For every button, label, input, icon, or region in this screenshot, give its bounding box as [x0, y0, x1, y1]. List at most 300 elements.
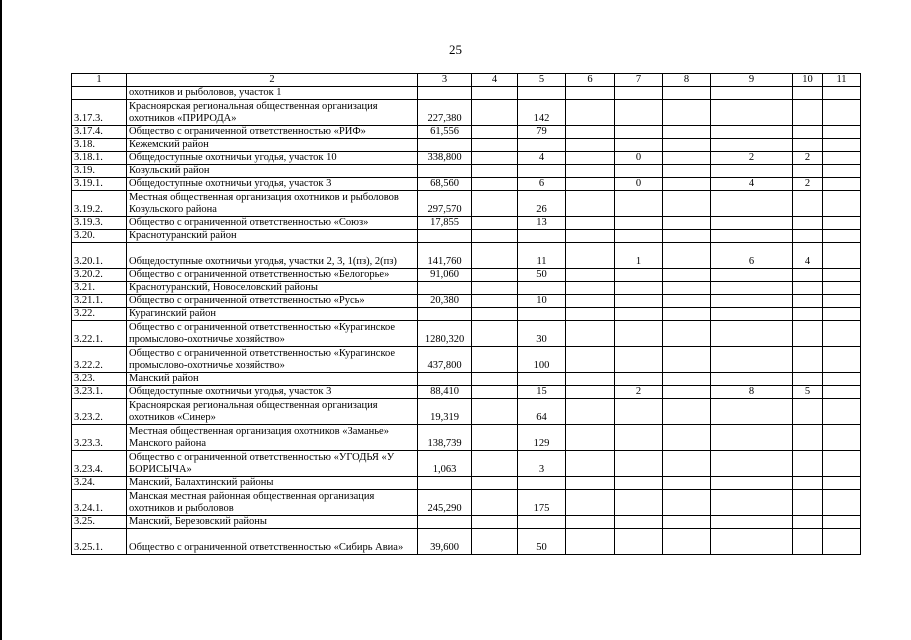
col-5-value: 11 — [518, 243, 566, 269]
row-name: Кежемский район — [127, 139, 418, 152]
col-5-value: 142 — [518, 100, 566, 126]
col-9-value — [711, 282, 793, 295]
row-name: Общедоступные охотничьи угодья, участок 3 — [127, 178, 418, 191]
col-4-value — [472, 178, 518, 191]
col-6-value — [566, 269, 615, 282]
col-5-value — [518, 373, 566, 386]
col-3-value: 1,063 — [418, 451, 472, 477]
table-row — [72, 321, 861, 347]
col-10-value — [793, 217, 823, 230]
col-10-value — [793, 477, 823, 490]
row-name: Краснотуранский, Новоселовский районы — [127, 282, 418, 295]
col-3-value: 338,800 — [418, 152, 472, 165]
col-10-value: 4 — [793, 243, 823, 269]
col-4-value — [472, 87, 518, 100]
col-7-value — [615, 100, 663, 126]
col-4-value — [472, 217, 518, 230]
col-3-value: 39,600 — [418, 529, 472, 555]
row-name: Общество с ограниченной ответственностью «УГОДЬЯ «У БОРИСЫЧА» — [127, 451, 418, 477]
col-5-value: 6 — [518, 178, 566, 191]
col-3-value — [418, 139, 472, 152]
col-4-value — [472, 399, 518, 425]
col-11-value — [823, 100, 861, 126]
col-4-value — [472, 516, 518, 529]
col-8-value — [663, 282, 711, 295]
col-4-value — [472, 386, 518, 399]
col-8-value — [663, 87, 711, 100]
row-number: 3.18. — [72, 139, 127, 152]
col-6-value — [566, 126, 615, 139]
col-5-value: 30 — [518, 321, 566, 347]
col-6-value — [566, 217, 615, 230]
col-10-value — [793, 282, 823, 295]
col-11-value — [823, 308, 861, 321]
col-10-value — [793, 308, 823, 321]
row-name: Общество с ограниченной ответственностью «Курагинское промыслово-охотничье хозяйство» — [127, 347, 418, 373]
row-name: охотников и рыболовов, участок 1 — [127, 87, 418, 100]
table-row — [72, 152, 861, 165]
col-7-value — [615, 399, 663, 425]
col-3-value: 245,290 — [418, 490, 472, 516]
row-number: 3.25. — [72, 516, 127, 529]
table-body — [72, 87, 861, 555]
col-6-value — [566, 165, 615, 178]
col-5-value: 13 — [518, 217, 566, 230]
row-name: Общество с ограниченной ответственностью «Русь» — [127, 295, 418, 308]
table-row — [72, 87, 861, 100]
col-3-value: 88,410 — [418, 386, 472, 399]
row-number: 3.19.3. — [72, 217, 127, 230]
data-table — [71, 73, 861, 555]
col-9-value — [711, 217, 793, 230]
col-10-value — [793, 87, 823, 100]
col-10-value — [793, 425, 823, 451]
col-5-value: 10 — [518, 295, 566, 308]
table-row — [72, 399, 861, 425]
col-7-value — [615, 490, 663, 516]
col-6-value — [566, 386, 615, 399]
row-number: 3.24. — [72, 477, 127, 490]
col-3-value: 19,319 — [418, 399, 472, 425]
col-7-value — [615, 308, 663, 321]
col-9-value: 6 — [711, 243, 793, 269]
row-number: 3.20. — [72, 230, 127, 243]
col-9-value — [711, 126, 793, 139]
col-10-value — [793, 165, 823, 178]
col-7-value — [615, 321, 663, 347]
col-5-value — [518, 516, 566, 529]
col-9-value: 2 — [711, 152, 793, 165]
col-3-value: 68,560 — [418, 178, 472, 191]
col-6-value — [566, 282, 615, 295]
col-3-value — [418, 165, 472, 178]
col-5-value: 100 — [518, 347, 566, 373]
col-11-value — [823, 373, 861, 386]
header-cell: 11 — [823, 74, 861, 87]
col-8-value — [663, 165, 711, 178]
header-cell: 2 — [127, 74, 418, 87]
header-cell: 4 — [472, 74, 518, 87]
col-8-value — [663, 516, 711, 529]
col-3-value: 437,800 — [418, 347, 472, 373]
col-9-value — [711, 165, 793, 178]
table-row — [72, 386, 861, 399]
col-9-value: 4 — [711, 178, 793, 191]
col-11-value — [823, 178, 861, 191]
table-row — [72, 178, 861, 191]
row-number: 3.23.4. — [72, 451, 127, 477]
col-9-value — [711, 308, 793, 321]
header-cell: 5 — [518, 74, 566, 87]
row-name: Местная общественная организация охотников и рыболовов Козульского района — [127, 191, 418, 217]
col-3-value: 61,556 — [418, 126, 472, 139]
col-4-value — [472, 308, 518, 321]
col-3-value — [418, 373, 472, 386]
col-4-value — [472, 321, 518, 347]
row-number: 3.19.2. — [72, 191, 127, 217]
col-7-value — [615, 165, 663, 178]
col-10-value — [793, 191, 823, 217]
col-10-value: 2 — [793, 178, 823, 191]
col-3-value: 297,570 — [418, 191, 472, 217]
col-3-value — [418, 308, 472, 321]
col-4-value — [472, 230, 518, 243]
col-10-value — [793, 230, 823, 243]
col-4-value — [472, 165, 518, 178]
row-name: Манская местная районная общественная организация охотников и рыболовов — [127, 490, 418, 516]
col-7-value — [615, 217, 663, 230]
row-number: 3.21. — [72, 282, 127, 295]
col-9-value — [711, 191, 793, 217]
row-name: Общество с ограниченной ответственностью «Сибирь Авиа» — [127, 529, 418, 555]
col-10-value: 2 — [793, 152, 823, 165]
col-11-value — [823, 386, 861, 399]
col-6-value — [566, 230, 615, 243]
col-8-value — [663, 243, 711, 269]
col-6-value — [566, 100, 615, 126]
row-number: 3.23. — [72, 373, 127, 386]
row-name: Манский, Березовский районы — [127, 516, 418, 529]
col-10-value — [793, 399, 823, 425]
col-8-value — [663, 308, 711, 321]
col-10-value — [793, 516, 823, 529]
col-11-value — [823, 191, 861, 217]
row-name: Краснотуранский район — [127, 230, 418, 243]
col-7-value — [615, 295, 663, 308]
col-7-value — [615, 126, 663, 139]
col-6-value — [566, 243, 615, 269]
col-6-value — [566, 516, 615, 529]
header-cell: 10 — [793, 74, 823, 87]
col-8-value — [663, 399, 711, 425]
col-5-value: 64 — [518, 399, 566, 425]
row-number: 3.21.1. — [72, 295, 127, 308]
col-3-value: 91,060 — [418, 269, 472, 282]
col-10-value — [793, 490, 823, 516]
table-row — [72, 308, 861, 321]
col-5-value — [518, 87, 566, 100]
col-10-value — [793, 373, 823, 386]
col-10-value — [793, 100, 823, 126]
col-8-value — [663, 100, 711, 126]
row-number: 3.23.1. — [72, 386, 127, 399]
row-name: Общество с ограниченной ответственностью «Союз» — [127, 217, 418, 230]
col-7-value: 1 — [615, 243, 663, 269]
col-8-value — [663, 269, 711, 282]
col-5-value — [518, 230, 566, 243]
col-4-value — [472, 126, 518, 139]
col-4-value — [472, 269, 518, 282]
table-row — [72, 516, 861, 529]
col-5-value: 50 — [518, 529, 566, 555]
col-3-value — [418, 282, 472, 295]
col-5-value: 3 — [518, 451, 566, 477]
header-cell: 7 — [615, 74, 663, 87]
col-11-value — [823, 399, 861, 425]
col-4-value — [472, 243, 518, 269]
row-number: 3.22.2. — [72, 347, 127, 373]
row-name: Общедоступные охотничьи угодья, участки 2, 3, 1(пз), 2(пз) — [127, 243, 418, 269]
col-11-value — [823, 347, 861, 373]
col-5-value: 15 — [518, 386, 566, 399]
col-10-value — [793, 529, 823, 555]
col-4-value — [472, 490, 518, 516]
col-3-value: 1280,320 — [418, 321, 472, 347]
col-5-value: 26 — [518, 191, 566, 217]
col-7-value — [615, 269, 663, 282]
col-8-value — [663, 386, 711, 399]
col-8-value — [663, 139, 711, 152]
col-4-value — [472, 100, 518, 126]
col-5-value — [518, 477, 566, 490]
col-3-value — [418, 477, 472, 490]
col-4-value — [472, 139, 518, 152]
col-9-value — [711, 230, 793, 243]
table-row — [72, 217, 861, 230]
col-10-value — [793, 347, 823, 373]
col-8-value — [663, 230, 711, 243]
col-7-value — [615, 347, 663, 373]
row-name: Общество с ограниченной ответственностью «Белогорье» — [127, 269, 418, 282]
row-number: 3.19. — [72, 165, 127, 178]
col-8-value — [663, 321, 711, 347]
col-9-value — [711, 100, 793, 126]
col-9-value — [711, 87, 793, 100]
col-5-value — [518, 139, 566, 152]
row-number — [72, 87, 127, 100]
col-11-value — [823, 425, 861, 451]
col-10-value — [793, 269, 823, 282]
col-6-value — [566, 347, 615, 373]
row-name: Курагинский район — [127, 308, 418, 321]
col-11-value — [823, 282, 861, 295]
col-6-value — [566, 490, 615, 516]
col-8-value — [663, 425, 711, 451]
col-8-value — [663, 451, 711, 477]
col-7-value: 0 — [615, 152, 663, 165]
col-3-value — [418, 516, 472, 529]
col-7-value — [615, 516, 663, 529]
col-11-value — [823, 230, 861, 243]
col-7-value — [615, 230, 663, 243]
col-7-value — [615, 451, 663, 477]
header-cell: 3 — [418, 74, 472, 87]
col-10-value — [793, 321, 823, 347]
col-9-value — [711, 425, 793, 451]
row-name: Манский район — [127, 373, 418, 386]
col-7-value — [615, 282, 663, 295]
col-7-value — [615, 87, 663, 100]
col-6-value — [566, 477, 615, 490]
table-row — [72, 295, 861, 308]
col-3-value: 227,380 — [418, 100, 472, 126]
col-9-value — [711, 490, 793, 516]
table-row — [72, 425, 861, 451]
col-8-value — [663, 191, 711, 217]
col-6-value — [566, 321, 615, 347]
col-7-value — [615, 139, 663, 152]
row-name: Общедоступные охотничьи угодья, участок 10 — [127, 152, 418, 165]
row-name: Местная общественная организация охотников «Заманье» Манского района — [127, 425, 418, 451]
header-cell: 1 — [72, 74, 127, 87]
col-9-value — [711, 269, 793, 282]
table-row — [72, 347, 861, 373]
table-row — [72, 126, 861, 139]
col-9-value — [711, 295, 793, 308]
col-6-value — [566, 87, 615, 100]
header-cell: 8 — [663, 74, 711, 87]
col-11-value — [823, 139, 861, 152]
table-row — [72, 477, 861, 490]
col-10-value — [793, 139, 823, 152]
col-5-value: 175 — [518, 490, 566, 516]
col-3-value — [418, 230, 472, 243]
col-3-value: 17,855 — [418, 217, 472, 230]
col-3-value: 141,760 — [418, 243, 472, 269]
col-7-value: 0 — [615, 178, 663, 191]
col-4-value — [472, 191, 518, 217]
row-number: 3.23.2. — [72, 399, 127, 425]
row-number: 3.22.1. — [72, 321, 127, 347]
col-11-value — [823, 451, 861, 477]
col-9-value — [711, 373, 793, 386]
col-11-value — [823, 295, 861, 308]
col-4-value — [472, 282, 518, 295]
col-11-value — [823, 87, 861, 100]
table-row — [72, 529, 861, 555]
col-5-value: 4 — [518, 152, 566, 165]
col-4-value — [472, 425, 518, 451]
table-row — [72, 230, 861, 243]
page-number: 25 — [449, 42, 462, 57]
col-3-value: 20,380 — [418, 295, 472, 308]
row-number: 3.23.3. — [72, 425, 127, 451]
row-number: 3.17.4. — [72, 126, 127, 139]
col-7-value — [615, 529, 663, 555]
col-9-value — [711, 451, 793, 477]
col-5-value — [518, 308, 566, 321]
col-11-value — [823, 152, 861, 165]
col-9-value — [711, 347, 793, 373]
row-number: 3.18.1. — [72, 152, 127, 165]
col-11-value — [823, 490, 861, 516]
col-5-value: 129 — [518, 425, 566, 451]
table-row — [72, 451, 861, 477]
col-11-value — [823, 165, 861, 178]
col-6-value — [566, 373, 615, 386]
col-9-value: 8 — [711, 386, 793, 399]
row-number: 3.19.1. — [72, 178, 127, 191]
col-4-value — [472, 295, 518, 308]
col-4-value — [472, 451, 518, 477]
col-11-value — [823, 269, 861, 282]
row-number: 3.22. — [72, 308, 127, 321]
row-number: 3.25.1. — [72, 529, 127, 555]
col-6-value — [566, 152, 615, 165]
table-row — [72, 269, 861, 282]
col-6-value — [566, 308, 615, 321]
row-number: 3.20.1. — [72, 243, 127, 269]
table-header-row — [72, 74, 861, 87]
col-11-value — [823, 321, 861, 347]
col-10-value — [793, 295, 823, 308]
col-4-value — [472, 152, 518, 165]
col-8-value — [663, 178, 711, 191]
col-11-value — [823, 243, 861, 269]
table-row — [72, 282, 861, 295]
col-5-value: 50 — [518, 269, 566, 282]
col-8-value — [663, 152, 711, 165]
col-8-value — [663, 477, 711, 490]
col-10-value: 5 — [793, 386, 823, 399]
col-6-value — [566, 425, 615, 451]
table-row — [72, 373, 861, 386]
col-6-value — [566, 178, 615, 191]
col-11-value — [823, 477, 861, 490]
col-6-value — [566, 529, 615, 555]
row-number: 3.20.2. — [72, 269, 127, 282]
table-row — [72, 191, 861, 217]
row-number: 3.24.1. — [72, 490, 127, 516]
col-8-value — [663, 295, 711, 308]
col-9-value — [711, 321, 793, 347]
table-row — [72, 243, 861, 269]
header-cell: 6 — [566, 74, 615, 87]
col-5-value — [518, 165, 566, 178]
col-9-value — [711, 529, 793, 555]
col-9-value — [711, 399, 793, 425]
col-10-value — [793, 451, 823, 477]
row-name: Красноярская региональная общественная организация охотников «ПРИРОДА» — [127, 100, 418, 126]
col-4-value — [472, 373, 518, 386]
col-3-value: 138,739 — [418, 425, 472, 451]
row-name: Красноярская региональная общественная организация охотников «Синер» — [127, 399, 418, 425]
col-4-value — [472, 477, 518, 490]
col-8-value — [663, 217, 711, 230]
table-row — [72, 490, 861, 516]
col-8-value — [663, 373, 711, 386]
col-10-value — [793, 126, 823, 139]
row-name: Общество с ограниченной ответственностью «РИФ» — [127, 126, 418, 139]
row-number: 3.17.3. — [72, 100, 127, 126]
col-7-value: 2 — [615, 386, 663, 399]
col-3-value — [418, 87, 472, 100]
col-6-value — [566, 295, 615, 308]
row-name: Манский, Балахтинский районы — [127, 477, 418, 490]
col-7-value — [615, 425, 663, 451]
col-7-value — [615, 373, 663, 386]
table-row — [72, 100, 861, 126]
